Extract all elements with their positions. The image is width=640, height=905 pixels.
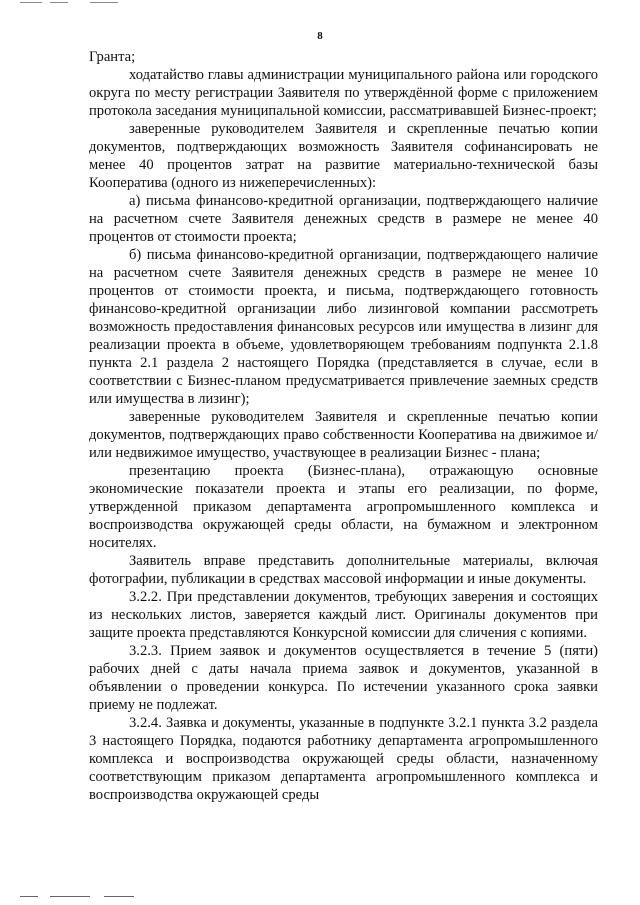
paragraph-3-2-3: 3.2.3. Прием заявок и документов осуществляется в течение 5 (пяти) рабочих дней с даты начала приема заявок и документов, указанной в объявлении о проведении конкурса. По истечении указанного срока заявки приему не подлежат. [89,643,598,713]
paragraph-presentation: презентацию проекта (Бизнес-плана), отражающую основные экономические показатели проекта и этапы его реализации, по форме, утвержденной приказом департамента агропромышленного комплекса и воспроизводства окружающей среды области, на бумажном и электронном носителях. [89,463,598,551]
paragraph-item-a: а) письма финансово-кредитной организации, подтверждающего наличие на расчетном счете Заявителя денежных средств в размере не менее 40 процентов от стоимости проекта; [89,193,598,245]
page-number: 8 [317,30,323,42]
scan-bottom-marks [20,896,160,899]
paragraph-ownership-copies: заверенные руководителем Заявителя и скрепленные печатью копии документов, подтверждающих право собственности Кооператива на движимое и/или недвижимое имущество, участвующее в реализации Бизнес - плана; [89,409,598,461]
scan-top-marks [20,2,140,5]
paragraph-cofinancing-copies: заверенные руководителем Заявителя и скрепленные печатью копии документов, подтверждающих возможность Заявителя софинансировать не менее 40 процентов затрат на развитие материально-технической базы Кооператива (одного из нижеперечисленных): [89,121,598,191]
document-body [89,48,598,804]
paragraph-3-2-4: 3.2.4. Заявка и документы, указанные в подпункте 3.2.1 пункта 3.2 раздела 3 настоящего Порядка, подаются работнику департамента агропромышленного комплекса и воспроизводства окружающей среды области, назначенному соответствующим приказом департамента агропромышленного комплекса и воспроизводства окружающей среды [89,715,598,803]
paragraph-3-2-2: 3.2.2. При представлении документов, требующих заверения и состоящих из нескольких листов, заверяется каждый лист. Оригиналы документов при защите проекта представляются Конкурсной комиссии для сличения с копиями. [89,589,598,641]
paragraph-item-b: б) письма финансово-кредитной организации, подтверждающего наличие на расчетном счете Заявителя денежных средств в размере не менее 10 процентов от стоимости проекта, и письма, подтверждающего готовность финансово-кредитной организации либо лизинговой компании рассмотреть возможность предоставления финансовых ресурсов или имущества в лизинг для реализации проекта в объеме, удовлетворяющем требованиям подпункта 2.1.8 пункта 2.1 раздела 2 настоящего Порядка (представляется в случае, если в соответствии с Бизнес-планом предусматривается привлечение заемных средств или имущества в лизинг); [89,247,598,407]
paragraph-additional-materials: Заявитель вправе представить дополнительные материалы, включая фотографии, публикации в средствах массовой информации и иные документы. [89,553,598,587]
paragraph-grant-end: Гранта; [89,49,136,65]
paragraph-petition: ходатайство главы администрации муниципального района или городского округа по месту регистрации Заявителя по утверждённой форме с приложением протокола заседания муниципальной комиссии, рассматривавшей Бизнес-проект; [89,67,598,119]
